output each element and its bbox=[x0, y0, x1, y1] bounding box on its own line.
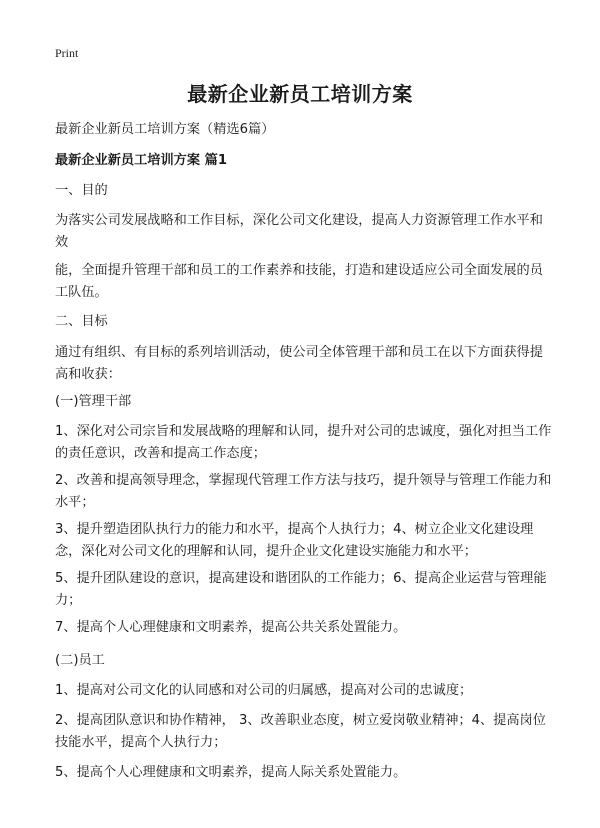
paragraph-employee-item-2-4: 2、提高团队意识和协作精神， 3、改善职业态度，树立爱岗敬业精神；4、提高岗位技能水平，提高个人执行力； bbox=[55, 713, 546, 750]
section-heading: 最新企业新员工培训方案 篇1 bbox=[55, 153, 228, 168]
paragraph-purpose-line2: 能，全面提升管理干部和员工的工作素养和技能，打造和建设适应公司全面发展的员工队伍。 bbox=[55, 263, 543, 300]
paragraph-manager-item-2: 2、改善和提高领导理念，掌握现代管理工作方法与技巧，提升领导与管理工作能力和水平； bbox=[55, 473, 552, 510]
paragraph-goals-intro: 通过有组织、有目标的系列培训活动，使公司全体管理干部和员工在以下方面获得提高和收获： bbox=[55, 345, 543, 382]
paragraph-manager-item-5-6: 5、提升团队建设的意识，提高建设和谐团队的工作能力；6、提高企业运营与管理能力； bbox=[55, 571, 547, 608]
paragraph-employees-heading: (二)员工 bbox=[55, 653, 105, 668]
document-title: 最新企业新员工培训方案 bbox=[187, 82, 413, 106]
paragraph-managers-heading: (一)管理干部 bbox=[55, 394, 132, 409]
paragraph-purpose-line1: 为落实公司发展战略和工作目标，深化公司文化建设，提高人力资源管理工作水平和效 bbox=[55, 213, 543, 250]
paragraph-manager-item-7: 7、提高个人心理健康和文明素养，提高公共关系处置能力。 bbox=[55, 620, 407, 635]
document-subtitle: 最新企业新员工培训方案（精选6篇） bbox=[55, 122, 275, 137]
print-label: Print bbox=[55, 46, 79, 60]
paragraph-purpose-heading: 一、目的 bbox=[55, 183, 108, 198]
paragraph-employee-item-5: 5、提高个人心理健康和文明素养，提高人际关系处置能力。 bbox=[55, 765, 407, 780]
paragraph-employee-item-1: 1、提高对公司文化的认同感和对公司的归属感，提高对公司的忠诚度； bbox=[55, 683, 473, 698]
paragraph-manager-item-1: 1、深化对公司宗旨和发展战略的理解和认同，提升对公司的忠诚度，强化对担当工作的责任意识，改善和提高工作态度； bbox=[55, 424, 552, 461]
paragraph-goals-heading: 二、目标 bbox=[55, 314, 108, 329]
paragraph-manager-item-3-4: 3、提升塑造团队执行力的能力和水平，提高个人执行力；4、树立企业文化建设理念，深化对公司文化的理解和认同，提升企业文化建设实施能力和水平； bbox=[55, 522, 534, 559]
